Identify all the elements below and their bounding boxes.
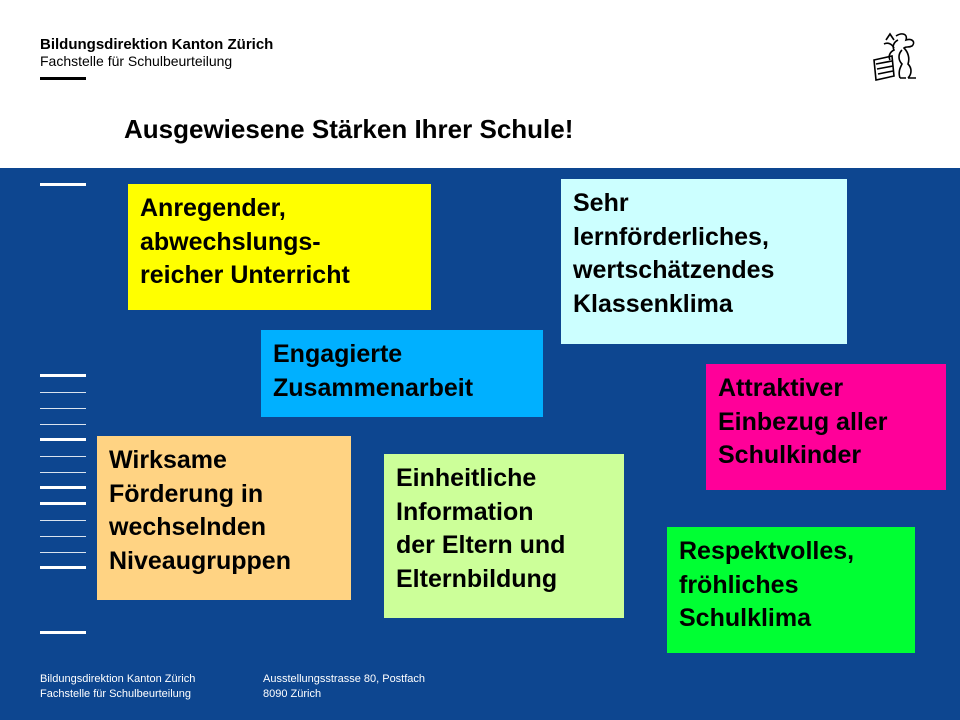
box-line: Niveaugruppen: [109, 546, 291, 575]
side-rule: [40, 566, 86, 569]
box-line: Engagierte: [273, 340, 403, 368]
strength-box-foerderung: [97, 436, 351, 600]
box-line: der Eltern und: [396, 531, 566, 559]
strength-box-schulklima: [667, 527, 915, 653]
side-rule: [40, 502, 86, 505]
footer-org-name: Bildungsdirektion Kanton Zürich: [40, 673, 196, 685]
side-rule: [40, 424, 86, 425]
side-rule: [40, 631, 86, 634]
box-line: Anregender,: [140, 194, 286, 222]
side-rule: [40, 456, 86, 457]
strength-box-einbezug: [706, 364, 946, 490]
box-line: Attraktiver: [718, 374, 844, 402]
box-line: abwechslungs-: [140, 227, 321, 256]
footer-street: Ausstellungsstrasse 80, Postfach: [263, 673, 426, 685]
slide-header: [0, 0, 960, 168]
footer-organization: [40, 672, 195, 702]
zurich-lion-coat-of-arms-icon: [868, 30, 922, 82]
box-line: Zusammenarbeit: [273, 373, 474, 402]
strength-box-klassenklima: [561, 179, 847, 344]
side-rule: [40, 408, 86, 409]
box-line: reicher Unterricht: [140, 261, 350, 289]
box-line: Schulklima: [679, 604, 811, 632]
side-rule: [40, 392, 86, 393]
strength-box-unterricht: [128, 184, 431, 310]
box-line: Schulkinder: [718, 441, 862, 469]
slide-title: Ausgewiesene Stärken Ihrer Schule!: [124, 114, 574, 144]
org-name: Bildungsdirektion Kanton Zürich: [40, 36, 274, 53]
side-rule: [40, 438, 86, 441]
side-rule: [40, 183, 86, 186]
side-rule: [40, 486, 86, 489]
strength-box-zusammenarbeit: [261, 330, 543, 417]
box-line: lernförderliches,: [573, 222, 769, 251]
box-line: wechselnden: [109, 513, 266, 541]
footer-org-unit: Fachstelle für Schulbeurteilung: [40, 687, 192, 700]
box-line: Einheitliche: [396, 464, 537, 492]
box-line: fröhliches: [679, 570, 799, 599]
box-line: Klassenklima: [573, 289, 733, 318]
box-line: Einbezug aller: [718, 407, 888, 436]
side-rule: [40, 536, 86, 537]
header-rule: [40, 77, 86, 80]
box-line: Elternbildung: [396, 564, 558, 593]
box-line: wertschätzendes: [573, 256, 775, 284]
box-line: Förderung in: [109, 479, 264, 508]
box-line: Sehr: [573, 189, 629, 217]
side-rule: [40, 472, 86, 473]
org-unit: Fachstelle für Schulbeurteilung: [40, 53, 233, 69]
side-rule: [40, 374, 86, 377]
side-rule: [40, 552, 86, 553]
side-rule: [40, 520, 86, 521]
footer-city: 8090 Zürich: [263, 687, 322, 700]
box-line: Respektvolles,: [679, 537, 855, 565]
box-line: Wirksame: [109, 446, 227, 474]
box-line: Information: [396, 497, 534, 526]
footer-address: [263, 672, 425, 702]
strength-box-elterninformation: [384, 454, 624, 618]
